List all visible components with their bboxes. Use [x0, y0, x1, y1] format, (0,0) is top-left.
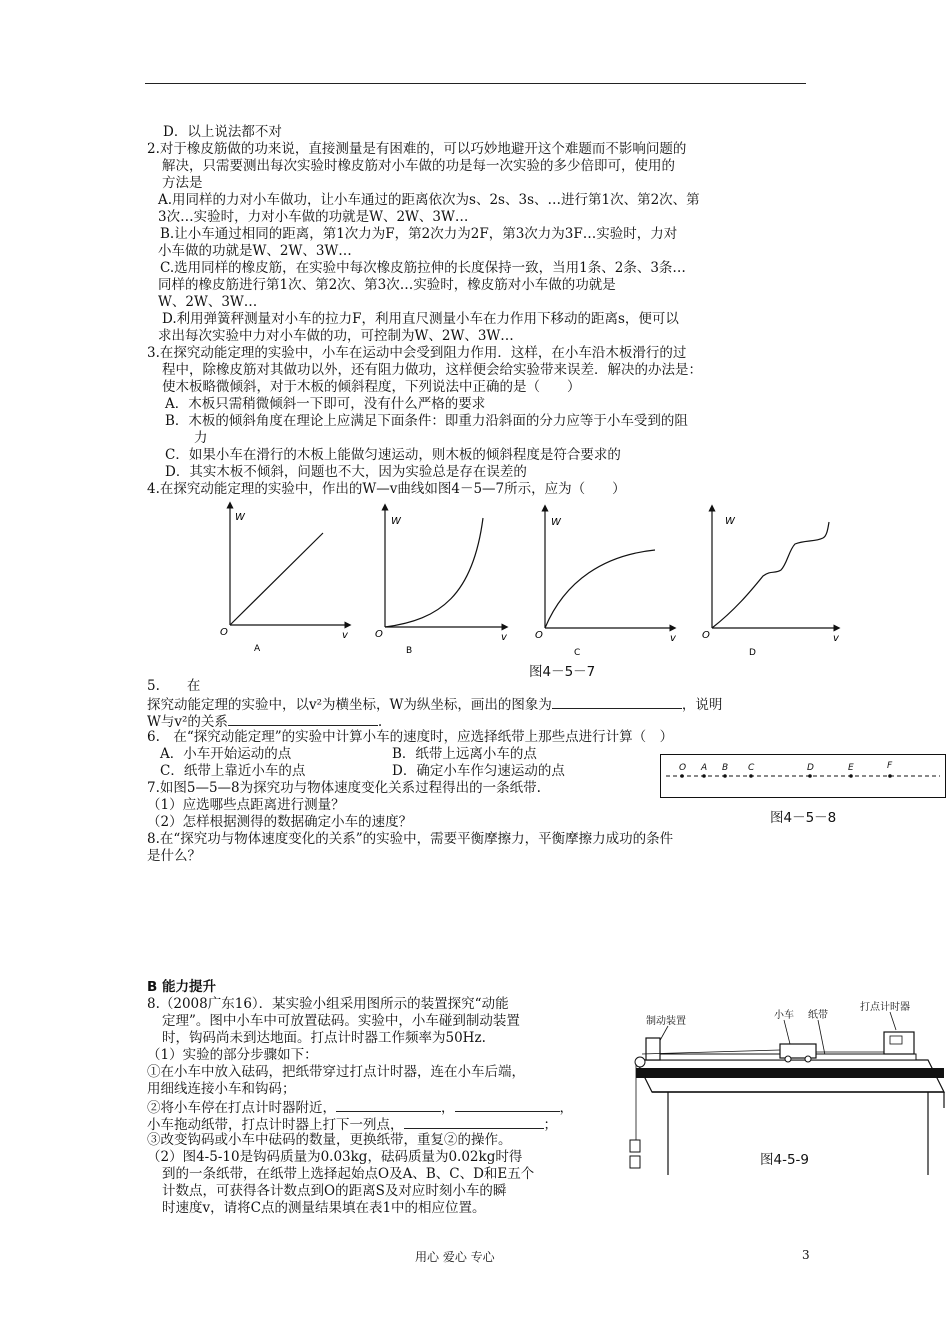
svg-text:O: O: [702, 630, 710, 641]
section-b-title: B 能力提升: [147, 979, 216, 995]
tape-point-o: [680, 774, 684, 778]
svg-text:D: D: [749, 648, 756, 658]
figure-4-5-7-caption: 图4－5－7: [529, 664, 596, 680]
svg-text:O: O: [535, 630, 543, 641]
q3-option-d: D．其实木板不倾斜，问题也不大，因为实验总是存在误差的: [165, 464, 527, 480]
svg-text:W: W: [551, 517, 561, 528]
q3-stem-2: 程中，除橡皮筋对其做功以外，还有阻力做功，这样便会给实验带来误差．解决的办法是：: [162, 362, 702, 378]
q5-number: 5. 在: [147, 678, 201, 694]
svg-text:C: C: [574, 648, 581, 658]
q6-option-d: D．确定小车作匀速运动的点: [392, 763, 565, 779]
tape-point-e: [849, 774, 853, 778]
q8b-blank-1[interactable]: [336, 1098, 441, 1112]
q2-option-d-2: 求出每次实验中力对小车做的功，可控制为W、2W、3W…: [158, 328, 514, 344]
q8b-line-6: 用细线连接小车和钩码；: [147, 1081, 296, 1097]
q2-stem-3: 方法是: [162, 175, 203, 191]
q8b-line-10: （2）图4-5-10是钩码质量为0.03kg，砝码质量为0.02kg时得: [147, 1149, 523, 1165]
q2-option-c-3: W、2W、3W…: [158, 294, 258, 310]
q6-option-c: C．纸带上靠近小车的点: [160, 763, 306, 779]
svg-text:W: W: [725, 516, 735, 527]
svg-text:E: E: [848, 763, 854, 773]
svg-text:v: v: [342, 630, 348, 641]
q7-part-1: （1）应选哪些点距离进行测量？: [147, 797, 345, 813]
q8b-line-1: 8.（2008广东16）．某实验小组采用图所示的装置探究“动能: [147, 996, 509, 1012]
q4-stem: 4.在探究动能定理的实验中，作出的W—v曲线如图4－5—7所示，应为（ ）: [147, 481, 626, 497]
svg-text:W: W: [391, 516, 401, 527]
q8b-line-2: 定理”。图中小车中可放置砝码。实验中，小车碰到制动装置: [162, 1013, 520, 1029]
footer-slogan: 用心 爱心 专心: [415, 1250, 495, 1264]
label-cart: 小车: [774, 1010, 794, 1021]
q2-stem-1: 2.对于橡皮筋做的功来说，直接测量是有困难的，可以巧妙地避开这个难题而不影响问题的: [147, 141, 687, 157]
svg-text:v: v: [670, 633, 676, 644]
graph-c: [535, 508, 677, 658]
page-number: 3: [802, 1248, 810, 1262]
figure-4-5-7: [215, 500, 845, 662]
q8-stem-2: 是什么？: [147, 848, 201, 864]
label-tape: 纸带: [808, 1010, 828, 1021]
svg-text:O: O: [679, 763, 687, 773]
q2-option-a-2: 3次…实验时，力对小车做的功就是W、2W、3W…: [158, 209, 469, 225]
svg-text:C: C: [748, 763, 755, 773]
figure-4-5-9-caption: 图4-5-9: [760, 1152, 810, 1168]
q8b-line-4: （1）实验的部分步骤如下：: [147, 1047, 318, 1063]
q2-option-b-1: B.让小车通过相同的距离，第1次力为F，第2次力为2F，第3次力为3F…实验时，力对: [160, 226, 678, 242]
q5-blank-2[interactable]: [228, 712, 378, 726]
q8b-line-12: 计数点，可获得各计数点到O的距离S及对应时刻小车的瞬: [162, 1183, 507, 1199]
svg-text:A: A: [254, 644, 261, 654]
q8b-line-11: 到的一条纸带，在纸带上选择起始点O及A、B、C、D和E五个: [162, 1166, 535, 1182]
q6-stem: 6. 在“探究动能定理”的实验中计算小车的速度时，应选择纸带上那些点进行计算（ ）: [147, 729, 674, 745]
tape-point-b: [723, 774, 727, 778]
q8b-line-13: 时速度v，请将C点的测量结果填在表1中的相应位置。: [162, 1200, 486, 1216]
svg-text:A: A: [701, 763, 708, 773]
tape-point-d: [808, 774, 812, 778]
q2-stem-2: 解决，只需要测出每次实验时橡皮筋对小车做的功是每一次实验的多少倍即可，使用的: [162, 158, 675, 174]
q8b-step-2-text: ②将小车停在打点计时器附近，: [147, 1100, 336, 1116]
svg-text:B: B: [722, 763, 729, 773]
q6-option-b: B．纸带上远离小车的点: [392, 746, 537, 762]
q8b-line-5: ①在小车中放入砝码，把纸带穿过打点计时器，连在小车后端，: [147, 1064, 525, 1080]
svg-text:O: O: [375, 629, 383, 640]
q8b-line-8: 小车拖动纸带，打点计时器上打下一列点， ；: [147, 1117, 557, 1133]
q3-option-b-1: B．木板的倾斜角度在理论上应满足下面条件：即重力沿斜面的分力应等于小车受到的阻: [165, 413, 688, 429]
q2-option-d-1: D.利用弹簧秤测量对小车的拉力F，利用直尺测量小车在力作用下移动的距离s，便可以: [162, 311, 679, 327]
q2-option-c-1: C.选用同样的橡皮筋，在实验中每次橡皮筋拉伸的长度保持一致，当用1条、2条、3条…: [160, 260, 686, 276]
q8b-line-7: ②将小车停在打点计时器附近， ， ，: [147, 1100, 573, 1116]
header-rule: [145, 83, 806, 84]
q7-part-2: （2）怎样根据测得的数据确定小车的速度？: [147, 814, 413, 830]
tape-point-f: [888, 774, 892, 778]
figure-4-5-8-caption: 图4－5－8: [770, 810, 837, 826]
q8b-step-2-cont: 小车拖动纸带，打点计时器上打下一列点，: [147, 1117, 404, 1133]
q5-line-2-end: .: [377, 714, 383, 730]
q3-option-a: A．木板只需稍微倾斜一下即可，没有什么严格的要求: [165, 396, 486, 412]
q6-option-a: A．小车开始运动的点: [160, 746, 292, 762]
q2-option-b-2: 小车做的功就是W、2W、3W…: [158, 243, 352, 259]
graph-b: [375, 507, 508, 656]
q8b-blank-2[interactable]: [455, 1098, 560, 1112]
q3-option-c: C．如果小车在滑行的木板上能做匀速运动，则木板的倾斜程度是符合要求的: [165, 447, 621, 463]
svg-text:v: v: [833, 633, 839, 644]
q3-stem-3: 使木板略微倾斜，对于木板的倾斜程度，下列说法中正确的是（ ）: [162, 379, 581, 395]
svg-text:W: W: [235, 512, 245, 523]
svg-text:F: F: [887, 761, 893, 771]
q7-stem: 7.如图5—5—8为探究功与物体速度变化关系过程得出的一条纸带.: [147, 780, 541, 796]
q8b-line-3: 时，钩码尚未到达地面。打点计时器工作频率为50Hz.: [162, 1030, 486, 1046]
q3-stem-1: 3.在探究动能定理的实验中，小车在运动中会受到阻力作用．这样，在小车沿木板滑行的过: [147, 345, 687, 361]
graph-d: [702, 508, 840, 658]
svg-text:B: B: [406, 646, 413, 656]
svg-text:D: D: [807, 763, 814, 773]
label-brake: 制动装置: [646, 1016, 686, 1027]
q5-blank-1[interactable]: [552, 695, 682, 709]
svg-text:v: v: [501, 632, 507, 643]
q2-option-a-1: A.用同样的力对小车做功，让小车通过的距离依次为s、2s、3s、…进行第1次、第2次、第: [158, 192, 700, 208]
svg-text:O: O: [220, 627, 228, 638]
q1-option-d: D．以上说法都不对: [163, 124, 282, 140]
q5-line-1-end: ，说明: [681, 697, 723, 713]
q3-option-b-2: 力: [194, 430, 208, 446]
q2-option-c-2: 同样的橡皮筋进行第1次、第2次、第3次…实验时，橡皮筋对小车做的功就是: [158, 277, 616, 293]
q8b-line-9: ③改变钩码或小车中砝码的数量，更换纸带，重复②的操作。: [147, 1132, 512, 1148]
figure-4-5-8: [660, 754, 947, 799]
tape-point-c: [749, 774, 753, 778]
graph-a: [220, 505, 349, 654]
q5-line-2-text: W与v²的关系: [147, 714, 228, 730]
label-timer: 打点计时器: [860, 1002, 910, 1013]
q8-stem-1: 8.在“探究功与物体速度变化的关系”的实验中，需要平衡摩擦力，平衡摩擦力成功的条件: [147, 831, 674, 847]
tape-point-a: [702, 774, 706, 778]
q5-line-1-text: 探究动能定理的实验中，以v²为横坐标，W为纵坐标，画出的图象为: [147, 697, 552, 713]
q8b-blank-3[interactable]: [404, 1115, 544, 1129]
